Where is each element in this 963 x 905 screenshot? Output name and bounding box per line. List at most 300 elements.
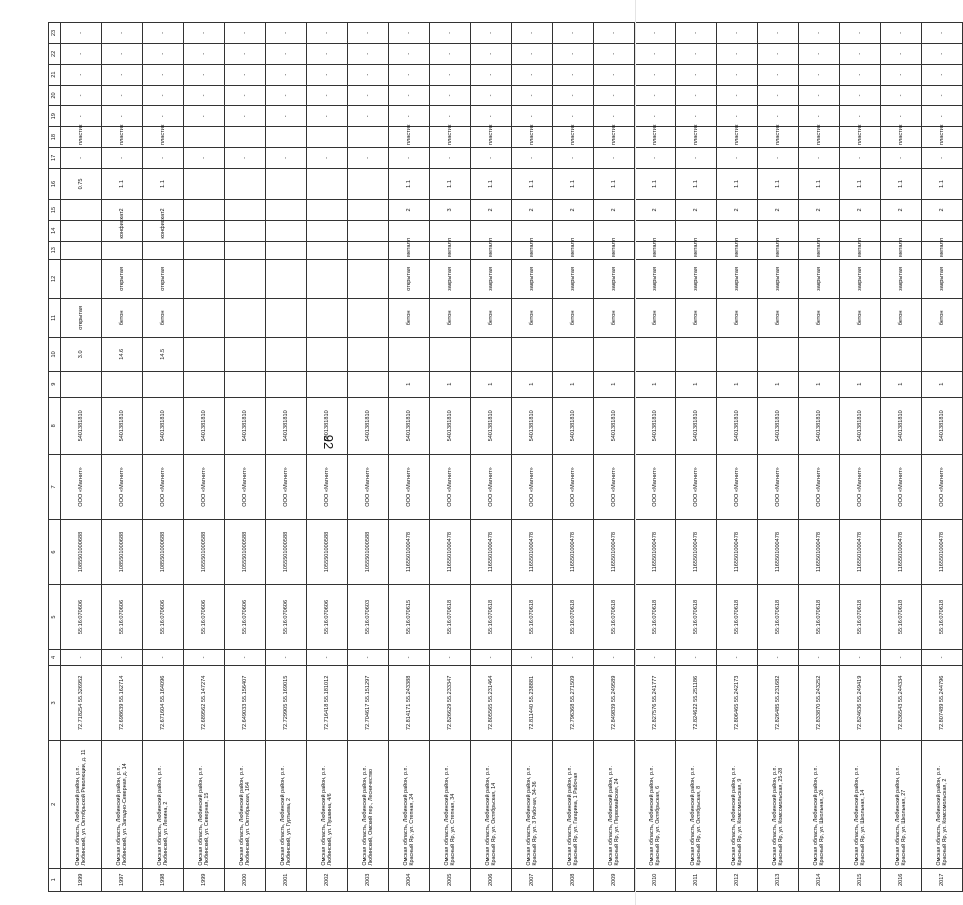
table-cell: 72.836543 55.244334 xyxy=(881,665,922,740)
table-cell xyxy=(184,337,225,371)
table-row xyxy=(143,23,184,892)
table-cell xyxy=(389,337,430,371)
table-cell: металл xyxy=(512,241,553,259)
table-cell: - xyxy=(840,64,881,85)
table-cell: 72.826629 55.233347 xyxy=(430,665,471,740)
table-cell: - xyxy=(184,43,225,64)
table-cell: - xyxy=(799,106,840,127)
table-cell: 14.5 xyxy=(143,337,184,371)
table-cell: - xyxy=(676,650,717,666)
table-cell: - xyxy=(758,23,799,44)
table-cell: открытая xyxy=(61,298,102,337)
table-cell: - xyxy=(840,106,881,127)
table-cell: - xyxy=(512,43,553,64)
table-cell xyxy=(348,371,389,397)
table-cell xyxy=(266,200,307,221)
table-cell: 1 xyxy=(758,371,799,397)
table-cell: 5401381810 xyxy=(594,397,635,454)
table-cell: 55:16:070606 xyxy=(102,585,143,650)
table-cell: 1055501000588 xyxy=(348,520,389,585)
table-cell xyxy=(881,337,922,371)
table-cell: пластик xyxy=(61,127,102,148)
table-cell: 72.849839 55.249589 xyxy=(594,665,635,740)
table-row xyxy=(553,23,594,892)
table-cell: - xyxy=(348,85,389,106)
table-cell: металл xyxy=(676,241,717,259)
table-cell: закрытая xyxy=(922,259,963,298)
table-cell: 72.796368 55.271509 xyxy=(553,665,594,740)
rotated-sheet xyxy=(48,22,948,892)
table-cell xyxy=(266,127,307,148)
table-cell: - xyxy=(184,85,225,106)
table-cell: - xyxy=(225,43,266,64)
table-cell: - xyxy=(512,650,553,666)
table-cell: ООО «Магнит» xyxy=(553,454,594,519)
table-cell: Омская область, Любинский район, р.п. Любинский, ул. Ленина, 2 xyxy=(143,741,184,868)
table-cell: - xyxy=(881,43,922,64)
table-cell: ООО «Магнит» xyxy=(717,454,758,519)
table-row xyxy=(471,23,512,892)
table-cell xyxy=(102,371,143,397)
table-cell: - xyxy=(389,650,430,666)
table-cell: - xyxy=(266,64,307,85)
table-cell: ООО «Магнит» xyxy=(881,454,922,519)
table-cell: Омская область, Любинский район, р.п. Любинский, ул. Гуртьева, 2 xyxy=(266,741,307,868)
table-cell: бетон xyxy=(553,298,594,337)
table-cell: - xyxy=(799,148,840,169)
table-cell: 55:16:070606 xyxy=(266,585,307,650)
table-cell: - xyxy=(717,85,758,106)
table-cell: - xyxy=(881,64,922,85)
table-row xyxy=(184,23,225,892)
column-header: 15 xyxy=(49,200,61,221)
table-cell: 5401381810 xyxy=(61,397,102,454)
table-cell: ООО «Магнит» xyxy=(61,454,102,519)
table-cell: - xyxy=(389,64,430,85)
table-cell: металл xyxy=(430,241,471,259)
table-cell xyxy=(307,241,348,259)
table-cell: 1165501000478 xyxy=(758,520,799,585)
table-cell xyxy=(184,127,225,148)
table-cell: 72.718254 55.326952 xyxy=(61,665,102,740)
table-cell: - xyxy=(635,43,676,64)
table-cell: - xyxy=(553,148,594,169)
table-row xyxy=(430,23,471,892)
table-cell: 1997 xyxy=(102,868,143,891)
table-cell: 2 xyxy=(389,200,430,221)
table-cell: 55:16:070618 xyxy=(676,585,717,650)
table-cell: 1165501000478 xyxy=(430,520,471,585)
table-cell: бетон xyxy=(512,298,553,337)
table-cell: - xyxy=(389,43,430,64)
table-cell: 55:16:070618 xyxy=(717,585,758,650)
table-cell: закрытая xyxy=(553,259,594,298)
table-cell: бетон xyxy=(840,298,881,337)
table-cell: 3.0 xyxy=(61,337,102,371)
table-cell: 1.1 xyxy=(799,168,840,199)
table-cell: 1.1 xyxy=(102,168,143,199)
table-cell: - xyxy=(184,106,225,127)
table-cell: - xyxy=(512,85,553,106)
table-cell: - xyxy=(143,23,184,44)
table-cell: бетон xyxy=(799,298,840,337)
table-cell: 72.698639 55.162714 xyxy=(102,665,143,740)
table-cell: 1.1 xyxy=(635,168,676,199)
table-cell: 55:16:070618 xyxy=(799,585,840,650)
table-cell: - xyxy=(676,43,717,64)
table-cell: бетон xyxy=(430,298,471,337)
table-cell: - xyxy=(922,650,963,666)
table-cell: - xyxy=(430,64,471,85)
table-cell: пластик xyxy=(758,127,799,148)
table-cell: - xyxy=(799,23,840,44)
table-cell: 5401381810 xyxy=(307,397,348,454)
table-cell: 1 xyxy=(635,371,676,397)
table-cell: - xyxy=(799,43,840,64)
table-cell: - xyxy=(307,106,348,127)
table-cell: Омская область, Любинский район, р.п. Красный Яр, ул. Октябрьская, 6 xyxy=(635,741,676,868)
table-cell: - xyxy=(717,64,758,85)
table-row xyxy=(922,23,963,892)
table-cell: ООО «Магнит» xyxy=(922,454,963,519)
table-cell: 1165501000478 xyxy=(717,520,758,585)
table-cell: - xyxy=(594,106,635,127)
table-cell: 2001 xyxy=(266,868,307,891)
table-cell xyxy=(184,298,225,337)
table-cell: 1.1 xyxy=(143,168,184,199)
column-header: 13 xyxy=(49,241,61,259)
table-cell: Омская область, Любинский район, р.п. Любинский, ул. Октябрьская, 164 xyxy=(225,741,266,868)
table-cell: - xyxy=(922,23,963,44)
table-cell xyxy=(676,337,717,371)
table-body xyxy=(61,23,963,892)
column-header: 18 xyxy=(49,127,61,148)
table-cell: 72.806465 55.242173 xyxy=(717,665,758,740)
table-cell: металл xyxy=(389,241,430,259)
table-cell: ООО «Магнит» xyxy=(594,454,635,519)
table-cell xyxy=(840,337,881,371)
table-cell: 5401381810 xyxy=(389,397,430,454)
table-cell: 1085501000688 xyxy=(61,520,102,585)
table-cell xyxy=(307,220,348,241)
table-cell: бетон xyxy=(389,298,430,337)
table-cell: - xyxy=(307,650,348,666)
table-cell: - xyxy=(717,650,758,666)
table-cell: - xyxy=(184,64,225,85)
table-cell: - xyxy=(799,64,840,85)
table-cell: - xyxy=(799,650,840,666)
table-cell: Омская область, Любинский район, р.п. Красный Яр, ул. Первомайская, 24 xyxy=(594,741,635,868)
table-cell xyxy=(225,241,266,259)
table-cell: пластик xyxy=(430,127,471,148)
column-header: 19 xyxy=(49,106,61,127)
table-cell: ООО «Магнит» xyxy=(102,454,143,519)
table-cell: - xyxy=(594,148,635,169)
table-cell: 55:16:070618 xyxy=(471,585,512,650)
table-cell: ООО «Магнит» xyxy=(184,454,225,519)
table-cell xyxy=(266,337,307,371)
column-header: 22 xyxy=(49,43,61,64)
table-cell xyxy=(266,220,307,241)
table-cell: закрытая xyxy=(758,259,799,298)
column-header: 8 xyxy=(49,397,61,454)
table-cell: металл xyxy=(594,241,635,259)
table-cell: 5401381810 xyxy=(922,397,963,454)
table-cell: ООО «Магнит» xyxy=(676,454,717,519)
table-cell: бетон xyxy=(717,298,758,337)
table-cell xyxy=(184,371,225,397)
table-row xyxy=(348,23,389,892)
table-cell: - xyxy=(102,106,143,127)
table-cell: 1165501000478 xyxy=(635,520,676,585)
table-cell: закрытая xyxy=(430,259,471,298)
table-cell: 5401381810 xyxy=(512,397,553,454)
column-header: 2 xyxy=(49,741,61,868)
table-cell xyxy=(348,200,389,221)
table-cell: - xyxy=(758,106,799,127)
table-cell: Омская область, Любинский район, р.п. Любинский, ул. Октябрьской Революции, д. 11 xyxy=(61,741,102,868)
table-cell xyxy=(512,337,553,371)
table-cell: 5401381810 xyxy=(635,397,676,454)
table-cell: закрытая xyxy=(717,259,758,298)
table-cell: 1 xyxy=(676,371,717,397)
table-cell xyxy=(307,371,348,397)
table-cell: - xyxy=(758,650,799,666)
table-row xyxy=(512,23,553,892)
table-cell: 1165501000478 xyxy=(922,520,963,585)
table-cell: 5401381810 xyxy=(799,397,840,454)
table-cell: - xyxy=(471,64,512,85)
table-cell: бетон xyxy=(676,298,717,337)
table-cell: 55:16:070606 xyxy=(143,585,184,650)
table-cell xyxy=(225,337,266,371)
table-row xyxy=(881,23,922,892)
table-cell: 1165501000478 xyxy=(676,520,717,585)
table-cell: - xyxy=(471,148,512,169)
table-cell: пластик xyxy=(143,127,184,148)
table-cell: 72.826485 55.231682 xyxy=(758,665,799,740)
table-cell: - xyxy=(758,43,799,64)
table-cell: - xyxy=(635,85,676,106)
table-cell: Омская область, Любинский район, р.п. Любинский, Омский пер., Лесничество xyxy=(348,741,389,868)
table-cell: Омская область, Любинский район, р.п. Красный Яр, ул. Школьная, 14 xyxy=(840,741,881,868)
table-cell xyxy=(266,241,307,259)
table-cell: - xyxy=(389,85,430,106)
table-cell: 55:16:070618 xyxy=(922,585,963,650)
table-cell xyxy=(225,371,266,397)
table-cell: 72.827576 55.241777 xyxy=(635,665,676,740)
table-cell: - xyxy=(348,64,389,85)
table-row xyxy=(717,23,758,892)
table-cell: 2007 xyxy=(512,868,553,891)
table-cell: - xyxy=(922,64,963,85)
table-cell: пластик xyxy=(635,127,676,148)
table-cell: 5401381810 xyxy=(102,397,143,454)
table-cell: ООО «Магнит» xyxy=(635,454,676,519)
table-cell: бетон xyxy=(881,298,922,337)
table-cell: - xyxy=(758,64,799,85)
table-cell: 1.1 xyxy=(471,168,512,199)
table-cell: - xyxy=(61,23,102,44)
registry-table xyxy=(48,22,963,892)
table-cell: - xyxy=(61,64,102,85)
table-cell: - xyxy=(430,43,471,64)
table-cell: открытая xyxy=(102,259,143,298)
table-cell: - xyxy=(922,43,963,64)
table-cell xyxy=(225,298,266,337)
table-cell: - xyxy=(717,148,758,169)
table-cell: 1055501000588 xyxy=(307,520,348,585)
table-cell: 2009 xyxy=(594,868,635,891)
table-cell: 5401381810 xyxy=(758,397,799,454)
table-cell xyxy=(758,337,799,371)
table-cell: 2 xyxy=(840,200,881,221)
table-cell: 72.689562 55.147274 xyxy=(184,665,225,740)
table-cell: 1.1 xyxy=(389,168,430,199)
table-cell: ООО «Магнит» xyxy=(799,454,840,519)
table-cell: 2013 xyxy=(758,868,799,891)
table-cell: - xyxy=(430,23,471,44)
table-cell: 2006 xyxy=(471,868,512,891)
table-cell: 2 xyxy=(635,200,676,221)
table-cell: закрытая xyxy=(676,259,717,298)
table-row xyxy=(389,23,430,892)
table-cell: - xyxy=(389,148,430,169)
table-cell: - xyxy=(102,650,143,666)
table-cell: Омская область, Любинский район, р.п. Красный Яр, ул. Октябрьская, 14 xyxy=(471,741,512,868)
table-cell: - xyxy=(635,23,676,44)
table-cell: - xyxy=(266,23,307,44)
table-cell: пластик xyxy=(717,127,758,148)
table-cell xyxy=(348,168,389,199)
table-cell: 1 xyxy=(594,371,635,397)
table-cell: закрытая xyxy=(471,259,512,298)
column-header: 17 xyxy=(49,148,61,169)
table-cell: 1999 xyxy=(184,868,225,891)
table-cell: 72.807489 55.244796 xyxy=(922,665,963,740)
table-cell: 55:16:070606 xyxy=(225,585,266,650)
table-row xyxy=(840,23,881,892)
table-cell: пластик xyxy=(102,127,143,148)
table-cell: - xyxy=(635,148,676,169)
table-cell: - xyxy=(61,650,102,666)
table-cell: - xyxy=(717,23,758,44)
table-cell xyxy=(61,241,102,259)
table-cell: металл xyxy=(922,241,963,259)
table-cell: пластик xyxy=(471,127,512,148)
table-cell: металл xyxy=(881,241,922,259)
table-cell xyxy=(143,371,184,397)
table-cell: металл xyxy=(471,241,512,259)
table-cell: 2002 xyxy=(307,868,348,891)
table-cell: 1165501000478 xyxy=(389,520,430,585)
table-cell: 1165501000478 xyxy=(840,520,881,585)
table-cell: металл xyxy=(635,241,676,259)
table-cell xyxy=(717,337,758,371)
table-cell: пластик xyxy=(512,127,553,148)
table-cell: - xyxy=(512,106,553,127)
table-cell: 2 xyxy=(881,200,922,221)
table-cell xyxy=(307,259,348,298)
table-cell xyxy=(61,220,102,241)
table-cell: металл xyxy=(840,241,881,259)
table-cell: - xyxy=(61,106,102,127)
table-cell: бетон xyxy=(922,298,963,337)
table-cell: ООО «Магнит» xyxy=(307,454,348,519)
table-cell: 1 xyxy=(840,371,881,397)
table-cell: 55:16:070618 xyxy=(594,585,635,650)
table-cell: - xyxy=(594,43,635,64)
table-cell: 55:16:070603 xyxy=(348,585,389,650)
table-cell: - xyxy=(430,85,471,106)
table-cell: - xyxy=(307,85,348,106)
table-cell: ООО «Магнит» xyxy=(266,454,307,519)
table-cell: - xyxy=(266,106,307,127)
table-cell: 5401381810 xyxy=(430,397,471,454)
table-cell: 55:16:070618 xyxy=(512,585,553,650)
table-cell: 2004 xyxy=(389,868,430,891)
table-cell xyxy=(348,220,389,241)
table-cell: - xyxy=(225,64,266,85)
table-cell: конфискат xyxy=(143,220,184,241)
table-cell: - xyxy=(553,43,594,64)
scan-edge xyxy=(635,0,636,905)
table-cell: 1.1 xyxy=(922,168,963,199)
table-cell xyxy=(143,241,184,259)
table-cell: - xyxy=(143,106,184,127)
column-header: 6 xyxy=(49,520,61,585)
table-cell: закрытая xyxy=(635,259,676,298)
table-cell xyxy=(61,259,102,298)
table-cell xyxy=(102,241,143,259)
column-header: 20 xyxy=(49,85,61,106)
table-cell: - xyxy=(102,148,143,169)
table-cell: пластик xyxy=(594,127,635,148)
table-cell: 1165501000478 xyxy=(594,520,635,585)
table-cell: Омская область, Любинский район, р.п. Красный Яр, ул. 3 Рабочая, 34-36 xyxy=(512,741,553,868)
table-cell: ООО «Магнит» xyxy=(389,454,430,519)
table-cell: Омская область, Любинский район, р.п. Красный Яр, ул. Октябрьская, 8 xyxy=(676,741,717,868)
table-cell: 2 xyxy=(553,200,594,221)
table-cell: - xyxy=(225,650,266,666)
table-cell: 1.1 xyxy=(881,168,922,199)
table-cell xyxy=(266,168,307,199)
table-cell: Омская область, Любинский район, р.п. Любинский, ул. Западно-Северная, д. 14 xyxy=(102,741,143,868)
table-cell: 2012 xyxy=(717,868,758,891)
table-cell: - xyxy=(553,64,594,85)
table-cell: закрытая xyxy=(512,259,553,298)
table-cell: Омская область, Любинский район, р.п. Красный Яр, ул. Гагарина, 1 Рабочая xyxy=(553,741,594,868)
table-cell: 2003 xyxy=(348,868,389,891)
table-cell xyxy=(184,220,225,241)
table-cell: 72.729905 55.169015 xyxy=(266,665,307,740)
table-cell: 5401381810 xyxy=(348,397,389,454)
table-cell: - xyxy=(676,106,717,127)
table-cell: закрытая xyxy=(799,259,840,298)
table-cell: закрытая xyxy=(840,259,881,298)
table-cell: 5401381810 xyxy=(676,397,717,454)
table-cell: - xyxy=(225,148,266,169)
table-cell: - xyxy=(307,23,348,44)
table-cell: 72.814171 55.243388 xyxy=(389,665,430,740)
table-cell: 2 xyxy=(799,200,840,221)
table-cell: - xyxy=(471,85,512,106)
table-cell: - xyxy=(471,106,512,127)
table-cell: - xyxy=(676,85,717,106)
table-row xyxy=(225,23,266,892)
table-cell: - xyxy=(266,148,307,169)
table-cell: 5401381810 xyxy=(717,397,758,454)
